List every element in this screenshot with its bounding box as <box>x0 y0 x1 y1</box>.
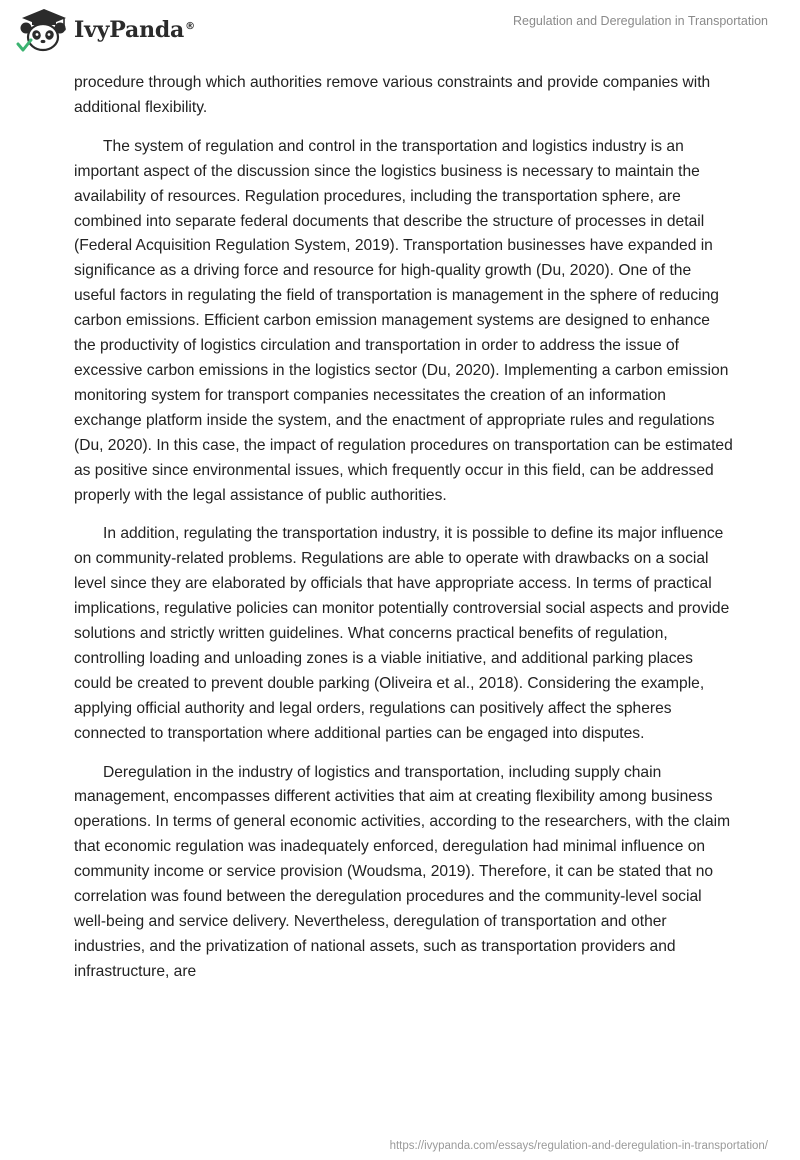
paragraph: The system of regulation and control in the transportation and logistics industry is an important aspect of the discussion since the logistics business is necessary to maintain the availability of resources. Regulation procedures, including the transportation sphere, are combined into separate federal documents that describe the structure of processes in detail (Federal Acquisition Regulation System, 2019). Transportation businesses have expanded in significance as a driving force and resource for high-quality growth (Du, 2020). One of the useful factors in regulating the field of transportation is management in the sphere of reducing carbon emissions. Efficient carbon emission management systems are designed to enhance the productivity of logistics circulation and transportation in order to address the issue of excessive carbon emissions in the logistics sector (Du, 2020). Implementing a carbon emission monitoring system for transport companies necessitates the creation of an information exchange platform inside the system, and the enactment of appropriate rules and regulations (Du, 2020). In this case, the impact of regulation procedures on transportation can be estimated as positive since environmental issues, which frequently occur in this field, can be addressed properly with the legal assistance of public authorities. <box>74 137 733 504</box>
source-url[interactable]: https://ivypanda.com/essays/regulation-and-deregulation-in-transportation/ <box>389 1140 768 1152</box>
registered-mark: ® <box>185 20 195 32</box>
document-title: Regulation and Deregulation in Transportation <box>512 14 768 28</box>
logo[interactable] <box>14 6 195 54</box>
essay-body <box>74 71 734 999</box>
paragraph-continued: procedure through which authorities remove various constraints and provide companies with additional flexibility. <box>74 74 711 116</box>
page-header <box>0 0 800 66</box>
logo-wordmark: IvyPanda® <box>74 17 195 43</box>
paragraph: Deregulation in the industry of logistics and transportation, including supply chain management, encompasses different activities that aim at creating flexibility among business operations. In terms of general economic activities, according to the researchers, with the claim that economic regulation was inadequately enforced, deregulation had minimal influence on community income or service provision (Woudsma, 2019). Therefore, it can be stated that no correlation was found between the deregulation procedures and the community-level social well-being and service delivery. Nevertheless, deregulation of transportation and other industries, and the privatization of national assets, such as transportation providers and infrastructure, are <box>74 763 731 980</box>
panda-logo-icon <box>14 6 70 54</box>
paragraph: In addition, regulating the transportation industry, it is possible to define its major influence on community-related problems. Regulations are able to operate with drawbacks on a social level since they are elaborated by officials that have appropriate access. In terms of practical implications, regulative policies can monitor potentially controversial social aspects and provide solutions and strictly written guidelines. What concerns practical benefits of regulation, controlling loading and unloading zones is a viable initiative, and additional parking places could be created to prevent double parking (Oliveira et al., 2018). Considering the example, applying official authority and legal orders, regulations can positively affect the spheres connected to transportation where additional parties can be engaged into disputes. <box>74 525 730 742</box>
